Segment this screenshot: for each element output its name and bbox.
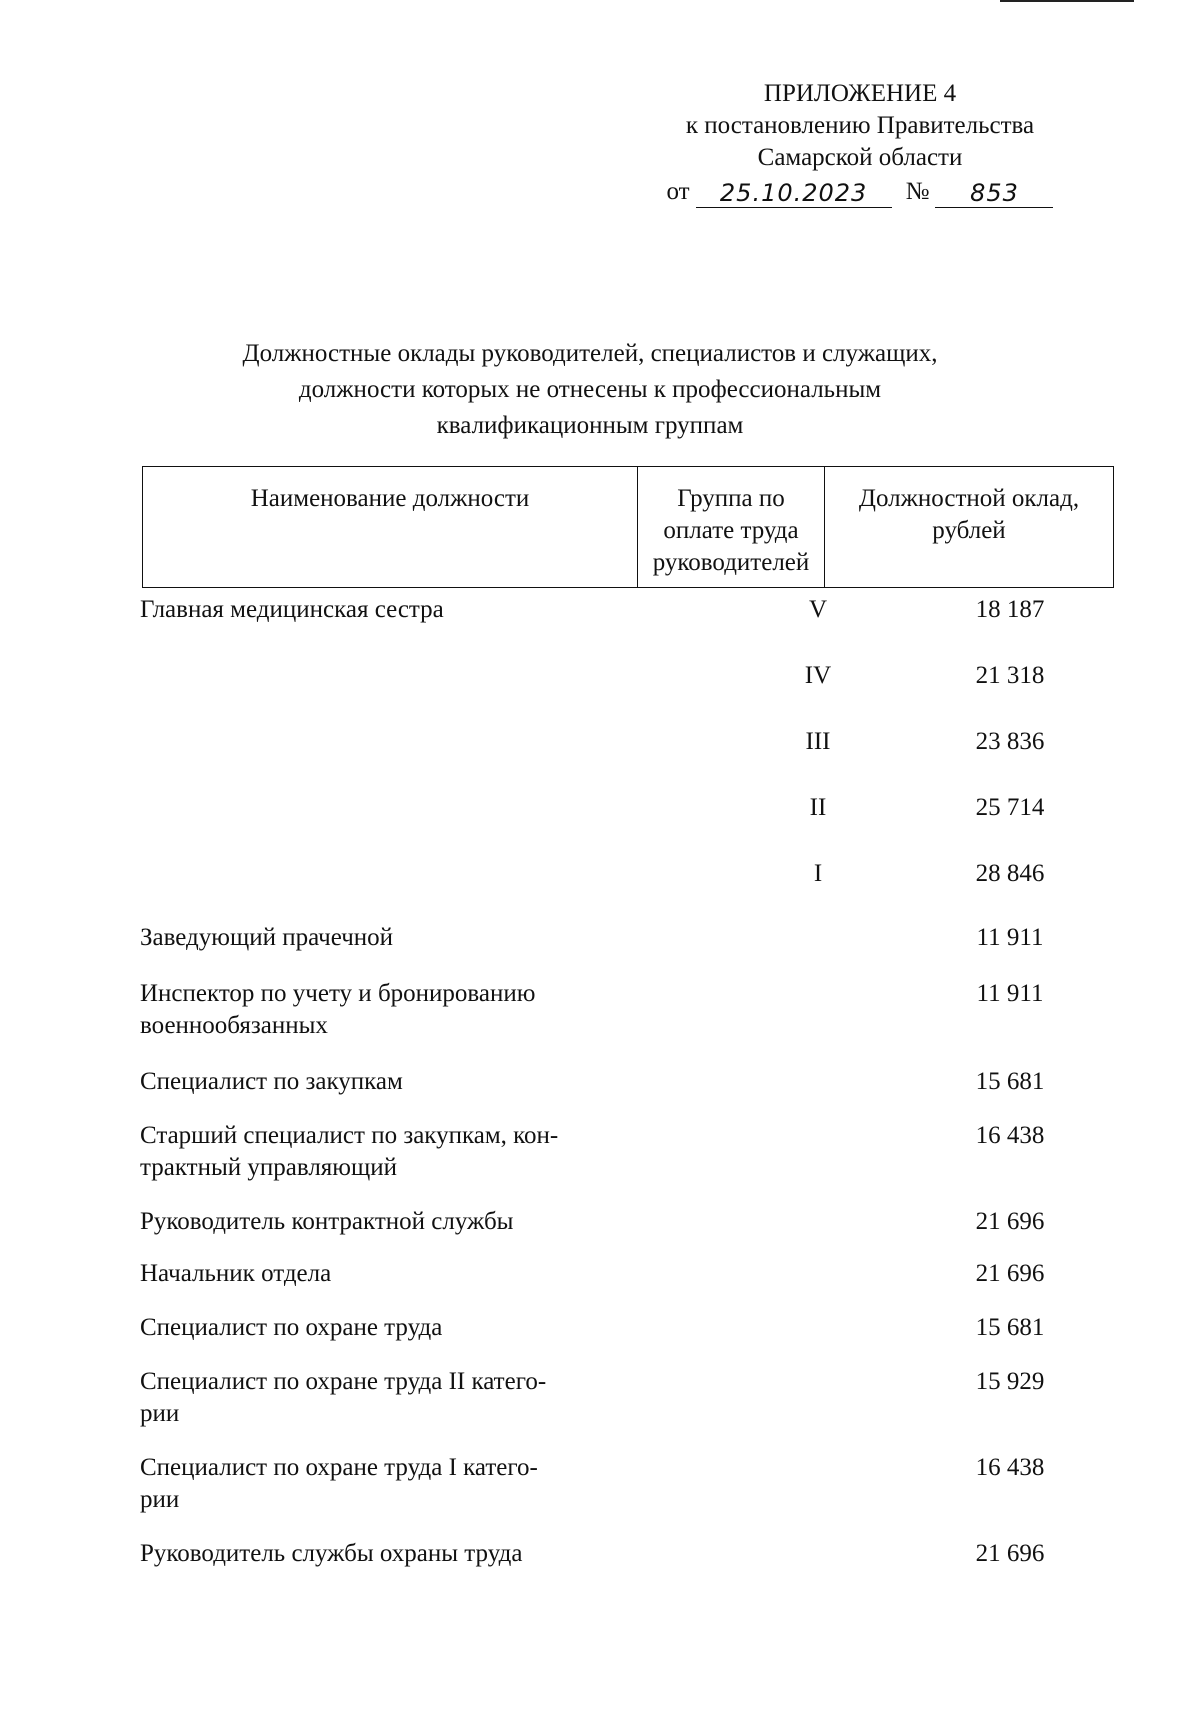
row-position-line-1: Руководитель службы охраны труда xyxy=(140,1540,523,1567)
date-prefix: от xyxy=(666,178,690,205)
appendix-line-2: Самарской области xyxy=(757,144,963,171)
row-position-line-1: Специалист по охране труда xyxy=(140,1314,443,1341)
title-line-3: квалификационным группам xyxy=(436,412,744,439)
row-position-line-1: Специалист по закупкам xyxy=(140,1068,403,1095)
row-position xyxy=(140,1258,630,1290)
row-salary: 21 696 xyxy=(975,1540,1045,1567)
header-salary xyxy=(825,467,1113,587)
row-position-line-1: Главная медицинская сестра xyxy=(140,596,444,623)
row-position xyxy=(140,1366,630,1430)
row-salary: 28 846 xyxy=(975,860,1045,887)
row-salary: 16 438 xyxy=(975,1454,1045,1481)
document-title xyxy=(170,336,1010,444)
row-position-line-1: Инспектор по учету и бронированию xyxy=(140,980,536,1007)
row-position-line-1: Руководитель контрактной службы xyxy=(140,1208,514,1235)
row-position-line-2: рии xyxy=(140,1486,180,1513)
row-position-line-2: трактный управляющий xyxy=(140,1154,397,1181)
title-line-1: Должностные оклады руководителей, специалистов и служащих, xyxy=(242,340,938,367)
appendix-line-1: к постановлению Правительства xyxy=(685,112,1035,139)
handwritten-date: 25.10.2023 xyxy=(696,179,892,208)
row-position-line-1: Специалист по охране труда II катего- xyxy=(140,1368,547,1395)
row-salary: 15 681 xyxy=(975,1068,1045,1095)
row-group: I xyxy=(813,860,823,887)
row-position xyxy=(140,1452,630,1516)
row-position xyxy=(140,1120,630,1184)
row-salary: 25 714 xyxy=(975,794,1045,821)
header-group xyxy=(638,467,825,587)
row-salary: 16 438 xyxy=(975,1122,1045,1149)
header-salary-line-2: рублей xyxy=(932,517,1006,544)
row-salary: 18 187 xyxy=(975,596,1045,623)
row-position xyxy=(140,922,630,954)
row-salary: 15 929 xyxy=(975,1368,1045,1395)
row-position-line-1: Заведующий прачечной xyxy=(140,924,394,951)
header-salary-line-1: Должностной оклад, xyxy=(858,485,1080,512)
table-header xyxy=(142,466,1114,588)
row-position xyxy=(140,1312,630,1344)
row-position xyxy=(140,978,630,1042)
row-position xyxy=(140,1066,630,1098)
row-position xyxy=(140,1206,630,1238)
row-position xyxy=(140,1538,630,1570)
row-salary: 15 681 xyxy=(975,1314,1045,1341)
header-group-line-3: руководителей xyxy=(652,549,810,576)
row-position xyxy=(140,594,630,626)
appendix-date-line xyxy=(640,174,1080,208)
header-group-line-2: оплате труда xyxy=(663,517,799,544)
row-salary: 21 696 xyxy=(975,1260,1045,1287)
row-salary: 11 911 xyxy=(976,980,1044,1007)
row-group: IV xyxy=(804,662,832,689)
row-position-line-1: Старший специалист по закупкам, кон- xyxy=(140,1122,559,1149)
row-salary: 23 836 xyxy=(975,728,1045,755)
header-group-line-1: Группа по xyxy=(677,485,785,512)
row-salary: 21 318 xyxy=(975,662,1045,689)
row-group: V xyxy=(808,596,828,623)
header-position-label: Наименование должности xyxy=(250,485,530,512)
row-position-line-1: Специалист по охране труда I катего- xyxy=(140,1454,538,1481)
appendix-header xyxy=(640,78,1080,208)
handwritten-number: 853 xyxy=(935,179,1053,208)
row-position-line-2: военнообязанных xyxy=(140,1012,328,1039)
number-prefix: № xyxy=(905,178,930,205)
row-salary: 11 911 xyxy=(976,924,1044,951)
row-position-line-1: Начальник отдела xyxy=(140,1260,332,1287)
row-position-line-2: рии xyxy=(140,1400,180,1427)
row-salary: 21 696 xyxy=(975,1208,1045,1235)
top-rule xyxy=(1000,0,1134,2)
row-group: III xyxy=(805,728,831,755)
header-position xyxy=(143,467,638,587)
title-line-2: должности которых не отнесены к профессиональным xyxy=(298,376,882,403)
row-group: II xyxy=(809,794,827,821)
appendix-title: ПРИЛОЖЕНИЕ 4 xyxy=(763,80,957,107)
